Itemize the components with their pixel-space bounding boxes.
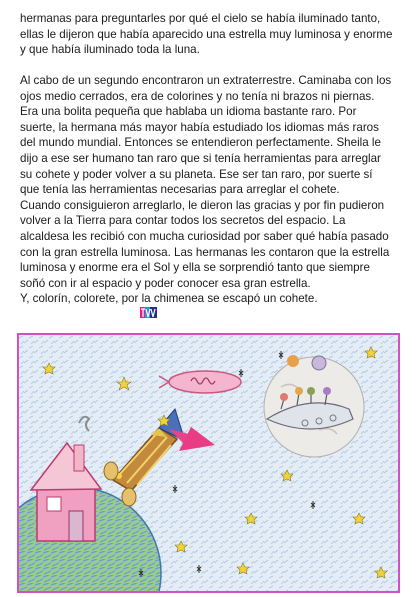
paragraph-line: y que había iluminado toda la luna. (20, 43, 200, 57)
space-drawing (19, 335, 398, 591)
paragraph-line: hermanas para preguntarles por qué el cielo se había iluminado tanto, (20, 12, 381, 25)
drawing-frame (17, 333, 400, 593)
paragraph-line: Al cabo de un segundo encontraron un extraterrestre. Caminaba con los (20, 74, 392, 87)
paragraph-2 (20, 73, 402, 307)
paragraph-line: ojos medio cerrados, era de colorines y no tenía ni brazos ni piernas. (20, 89, 375, 103)
paragraph-line: alcaldesa les recibió con mucha curiosidad por saber qué había pasado (20, 229, 389, 243)
paragraph-line: del mundo mundial. Entonces se entendieron perfectamente. Sheila le (20, 136, 381, 150)
paragraph-line: soñó con ir al espacio y poder conocer esa gran estrella. (20, 276, 311, 290)
paragraph-line: suerte, la hermana más mayor había estudiado los idiomas más raros (20, 120, 379, 134)
paragraph-line: que tenía las herramientas necesarias para arreglar el cohete. (20, 183, 340, 197)
tvv-logo (140, 306, 157, 319)
paragraph-line: ellas le dijeron que había aparecido una estrella muy luminosa y enorme (20, 27, 393, 41)
paragraph-1 (20, 11, 402, 58)
paragraph-line: Cuando consiguieron arreglarlo, le dieron las gracias y por fin pudieron (20, 198, 385, 212)
paragraph-line: Era una bolita pequeña que hablaba un idioma bastante raro. Por (20, 105, 357, 119)
paragraph-line: volver a la Tierra para contar todos los secretos del espacio. La (20, 214, 346, 228)
paragraph-line: dijo a ese ser humano tan raro que si tenía herramientas para arreglar (20, 151, 381, 165)
paragraph-line: su cohete y poder volver a su planeta. Ese ser tan raro, por suerte sí (20, 167, 373, 181)
paragraph-line: luminosa y enorme era el Sol y ella se sorprendió tanto que siempre (20, 261, 370, 275)
paragraph-line: Y, colorín, colorete, por la chimenea se escapó un cohete. (20, 292, 318, 306)
paragraph-line: con la gran estrella luminosa. Las hermanas les contaron que la estrella (20, 245, 390, 259)
